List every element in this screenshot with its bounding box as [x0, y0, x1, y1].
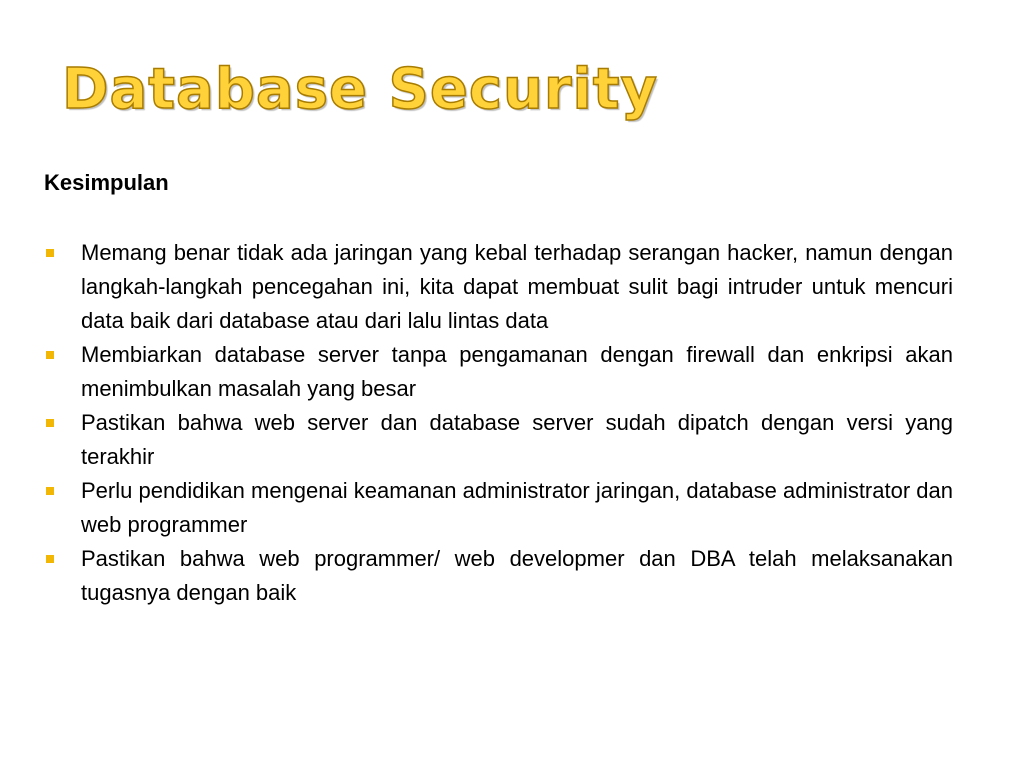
bullet-text: Memang benar tidak ada jaringan yang kebal terhadap serangan hacker, namun dengan langkah-langkah pencegahan ini, kita dapat membuat sulit bagi intruder untuk mencuri data baik dari database atau dari lalu lintas data	[81, 240, 953, 333]
bullet-item	[44, 236, 953, 338]
bullet-text: Pastikan bahwa web server dan database server sudah dipatch dengan versi yang terakhir	[81, 410, 953, 469]
section-heading: Kesimpulan	[44, 170, 169, 195]
square-bullet-icon	[46, 249, 54, 257]
bullet-text: Pastikan bahwa web programmer/ web developmer dan DBA telah melaksanakan tugasnya dengan baik	[81, 546, 953, 605]
square-bullet-icon	[46, 555, 54, 563]
slide-title: Database Security	[62, 57, 658, 122]
bullet-list	[44, 236, 953, 610]
bullet-text: Membiarkan database server tanpa pengamanan dengan firewall dan enkripsi akan menimbulkan masalah yang besar	[81, 342, 953, 401]
square-bullet-icon	[46, 487, 54, 495]
square-bullet-icon	[46, 419, 54, 427]
square-bullet-icon	[46, 351, 54, 359]
bullet-item	[44, 474, 953, 542]
bullet-text: Perlu pendidikan mengenai keamanan administrator jaringan, database administrator dan web programmer	[81, 478, 953, 537]
bullet-item	[44, 542, 953, 610]
bullet-item	[44, 406, 953, 474]
bullet-item	[44, 338, 953, 406]
